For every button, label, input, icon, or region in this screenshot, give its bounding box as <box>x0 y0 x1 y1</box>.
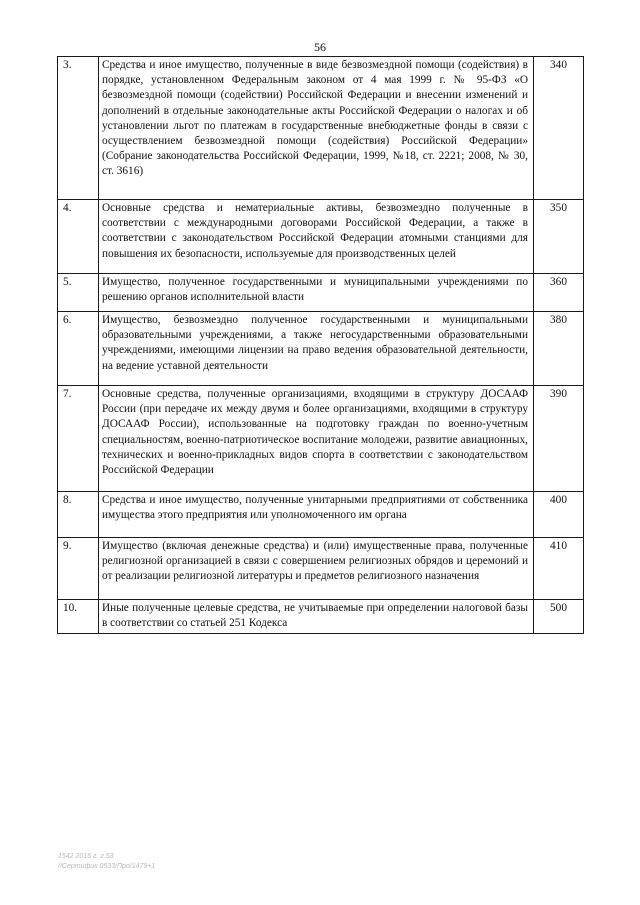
table-row <box>58 492 584 538</box>
table-row <box>58 600 584 634</box>
row-code: 390 <box>534 386 584 492</box>
income-items-table <box>57 56 584 634</box>
row-description: Имущество, безвозмездно полученное государственными и муниципальными образовательными учреждениями, а также негосударственными образовательными учреждениями, имеющими лицензии на право ведения образовательной деятельности, на ведение уставной деятельности <box>99 312 534 386</box>
row-number: 5. <box>58 274 99 312</box>
row-code: 500 <box>534 600 584 634</box>
row-number: 8. <box>58 492 99 538</box>
table-row <box>58 538 584 600</box>
row-code: 410 <box>534 538 584 600</box>
page-number: 56 <box>314 40 326 54</box>
row-description: Иные полученные целевые средства, не учитываемые при определении налоговой базы в соответствии со статьей 251 Кодекса <box>99 600 534 634</box>
table-row <box>58 386 584 492</box>
row-number: 10. <box>58 600 99 634</box>
table-row <box>58 57 584 200</box>
row-number: 7. <box>58 386 99 492</box>
footer-stamp <box>58 852 155 872</box>
row-code: 380 <box>534 312 584 386</box>
row-description: Имущество, полученное государственными и муниципальными учреждениями по решению органов исполнительной власти <box>99 274 534 312</box>
row-description: Основные средства, полученные организациями, входящими в структуру ДОСААФ России (при передаче их между двумя и более организациями, входящими в структуру ДОСААФ России), использованные на подготовку граждан по военно-учетным специальностям, военно-патриотическое воспитание молодежи, развитие авиационных, технических и военно-прикладных видов спорта в соответствии с законодательством Российской Федерации <box>99 386 534 492</box>
footer-stamp-line: //Сертифик 0533/Про/1479+1 <box>58 863 156 870</box>
row-code: 340 <box>534 57 584 200</box>
row-code: 350 <box>534 200 584 274</box>
row-description: Имущество (включая денежные средства) и (или) имущественные права, полученные религиозной организацией в связи с совершением религиозных обрядов и церемоний и от реализации религиозной литературы и предметов религиозного назначения <box>99 538 534 600</box>
footer-stamp-line: 1542 2016 г. г.53 <box>58 853 114 860</box>
table-row <box>58 312 584 386</box>
row-number: 4. <box>58 200 99 274</box>
row-description: Основные средства и нематериальные активы, безвозмездно полученные в соответствии с международными договорами Российской Федерации, а также в соответствии с законодательством Российской Федерации атомными станциями для повышения их безопасности, используемые для производственных целей <box>99 200 534 274</box>
row-number: 3. <box>58 57 99 200</box>
row-description: Средства и иное имущество, полученные в виде безвозмездной помощи (содействия) в порядке, установленном Федеральным законом от 4 мая 1999 г. № 95-ФЗ «О безвозмездной помощи (содействии) Российской Федерации и внесении изменений и дополнений в отдельные законодательные акты Российской Федерации о налогах и об установлении льгот по платежам в государственные внебюджетные фонды в связи с осуществлением безвозмездной помощи (содействия) Российской Федерации» (Собрание законодательства Российской Федерации, 1999, №18, ст. 2221; 2008, № 30, ст. 3616) <box>99 57 534 200</box>
row-number: 6. <box>58 312 99 386</box>
row-code: 360 <box>534 274 584 312</box>
row-code: 400 <box>534 492 584 538</box>
row-number: 9. <box>58 538 99 600</box>
row-description: Средства и иное имущество, полученные унитарными предприятиями от собственника имущества этого предприятия или уполномоченного им органа <box>99 492 534 538</box>
table-row <box>58 200 584 274</box>
table-row <box>58 274 584 312</box>
